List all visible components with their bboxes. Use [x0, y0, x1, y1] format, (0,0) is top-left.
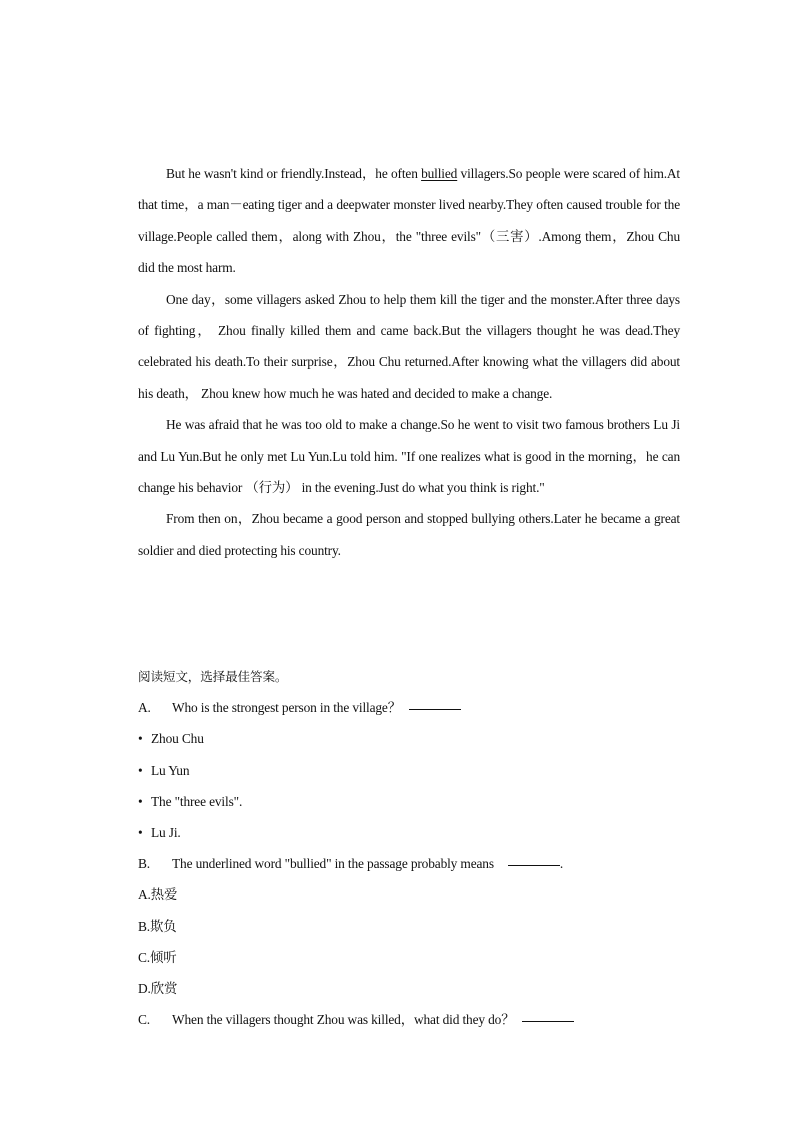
question-b-option-c[interactable]: C.倾听 [138, 949, 177, 965]
option-text: The "three evils". [151, 793, 243, 809]
question-a-answer-blank[interactable] [409, 708, 461, 710]
question-c-answer-blank[interactable] [522, 1020, 574, 1022]
question-a-option-2[interactable] [138, 755, 698, 786]
option-text: Lu Ji. [151, 824, 181, 840]
passage-paragraph-3: He was afraid that he was too old to make a change.So he went to visit two famous brothers Lu Ji and Lu Yun.But he only met Lu Yun.Lu told him. "If one realizes what is good in the morning，he can change his behavior （行为） in the evening.Just do what you think is right." [138, 417, 680, 496]
question-b-label: B. [138, 856, 150, 872]
question-b [138, 848, 698, 879]
bullet-icon: • [138, 762, 143, 778]
question-a-label: A. [138, 700, 151, 716]
question-b-suffix: . [559, 856, 564, 872]
paragraph-1-text-b: villagers.So people were scared of him.At that time，a man－eating tiger and a deepwater monster lived nearby.They often caused trouble for the village.People called them，along with Zhou，the "three evils"（三害）.Among them，Zhou Chu did the most harm. [138, 166, 681, 276]
bullet-icon: • [138, 824, 143, 840]
question-a-option-3[interactable] [138, 786, 698, 817]
passage-paragraph-1 [138, 158, 680, 284]
question-a-option-1[interactable] [138, 723, 698, 754]
question-b-answer-blank[interactable] [508, 864, 560, 866]
passage-paragraph-2: One day，some villagers asked Zhou to help them kill the tiger and the monster.After three days of fighting， Zhou finally killed them and came back.But the villagers thought he was dead.They celebrated his death.To their surprise，Zhou Chu returned.After knowing what the villagers did about his death， Zhou knew how much he was hated and decided to make a change. [138, 291, 680, 401]
underlined-word-bullied: bullied [421, 166, 458, 181]
question-b-text: The underlined word "bullied" in the passage probably means [172, 856, 494, 872]
question-b-option-d[interactable]: D.欣赏 [138, 980, 178, 996]
question-a-option-4[interactable] [138, 817, 698, 848]
question-c [138, 1004, 698, 1035]
option-text: Zhou Chu [151, 731, 204, 747]
paragraph-1-text-a: But he wasn't kind or friendly.Instead，he often [166, 166, 422, 181]
question-section [138, 661, 698, 1035]
bullet-icon: • [138, 793, 143, 809]
option-text: Lu Yun [151, 762, 190, 778]
question-a-text: Who is the strongest person in the village？ [172, 700, 401, 716]
question-c-text: When the villagers thought Zhou was killed，what did they do？ [172, 1012, 515, 1028]
question-a [138, 692, 698, 723]
question-c-label: C. [138, 1012, 150, 1028]
question-b-option-a[interactable]: A.热爱 [138, 887, 178, 903]
reading-passage [138, 158, 680, 566]
bullet-icon: • [138, 731, 143, 747]
passage-paragraph-4: From then on，Zhou became a good person and stopped bullying others.Later he became a great soldier and died protecting his country. [138, 511, 680, 558]
instruction-text: 阅读短文，选择最佳答案。 [138, 669, 288, 684]
question-b-option-b[interactable]: B.欺负 [138, 918, 177, 934]
